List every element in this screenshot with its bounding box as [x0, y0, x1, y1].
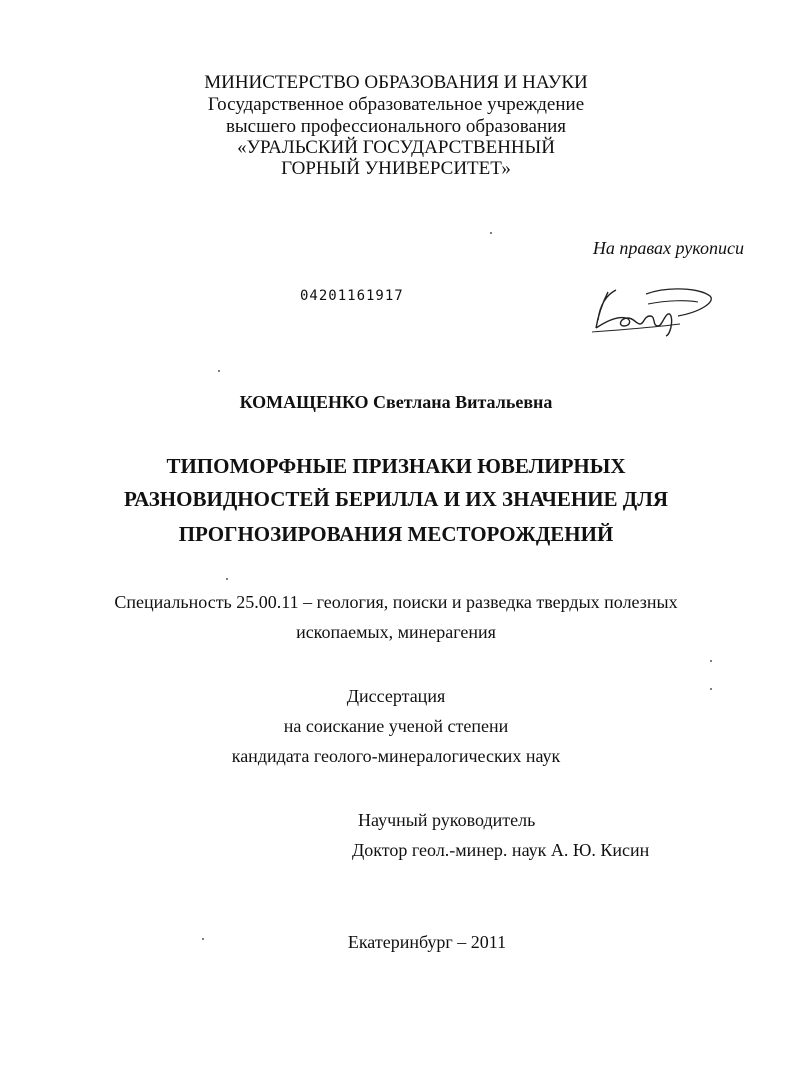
supervisor-label: Научный руководитель [358, 810, 536, 830]
scan-speck [490, 232, 492, 234]
manuscript-note: На правах рукописи [592, 238, 744, 258]
scan-speck [202, 938, 204, 940]
signature-icon [588, 280, 718, 340]
university-name-line-1: «УРАЛЬСКИЙ ГОСУДАРСТВЕННЫЙ [237, 137, 555, 158]
author-name: КОМАЩЕНКО Светлана Витальевна [239, 392, 553, 412]
degree-line: на соискание ученой степени [283, 716, 509, 736]
title-line-1: ТИПОМОРФНЫЕ ПРИЗНАКИ ЮВЕЛИРНЫХ [166, 454, 626, 478]
place-year: Екатеринбург – 2011 [347, 932, 507, 952]
institution-type-line-2: высшего профессионального образования [225, 116, 567, 137]
scan-speck [710, 660, 712, 662]
dissertation-label: Диссертация [346, 686, 446, 706]
ministry-title: МИНИСТЕРСТВО ОБРАЗОВАНИЯ И НАУКИ [204, 72, 588, 93]
supervisor-name: Доктор геол.-минер. наук А. Ю. Кисин [352, 840, 650, 860]
specialty-line-1: Специальность 25.00.11 – геология, поиски и разведка твердых полезных [114, 592, 678, 612]
title-line-3: ПРОГНОЗИРОВАНИЯ МЕСТОРОЖДЕНИЙ [178, 522, 614, 546]
scan-speck [226, 578, 228, 580]
university-name-line-2: ГОРНЫЙ УНИВЕРСИТЕТ» [281, 158, 511, 179]
specialty-line-2: ископаемых, минерагения [296, 622, 496, 642]
scan-speck [710, 688, 712, 690]
institution-type-line-1: Государственное образовательное учреждение [207, 94, 585, 115]
document-code: 04201161917 [300, 288, 404, 304]
scan-speck [218, 370, 220, 372]
degree-field: кандидата геолого-минералогических наук [231, 746, 561, 766]
title-line-2: РАЗНОВИДНОСТЕЙ БЕРИЛЛА И ИХ ЗНАЧЕНИЕ ДЛЯ [123, 487, 669, 511]
